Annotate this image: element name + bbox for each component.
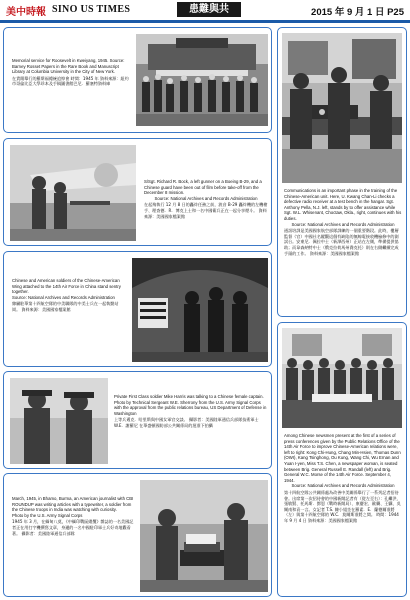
caption-en: Private First Class soldier Mike Harris was talking to a Chinese female captain. xyxy=(114,394,264,399)
caption-female-captain xyxy=(114,394,268,429)
caption-source: Source: National Archives and Records Administration xyxy=(291,483,395,489)
issue-date xyxy=(311,4,404,18)
story-memorial-service xyxy=(3,27,272,133)
story-press-conference xyxy=(277,322,407,597)
caption-cn: 上等兵邁克．哈里斯與中國女軍官交談。 攝影者：美國陸軍通信兵部隊技術軍士 W.E．謝羅尼 在華盛頓國防部公共關係局的批准下拍攝 xyxy=(114,417,259,428)
story-female-captain xyxy=(3,371,272,469)
caption-source: Source: National Archives and Records Administration xyxy=(12,294,115,300)
page-number: P25 xyxy=(387,7,404,18)
photo-communications xyxy=(282,33,402,183)
story-communications xyxy=(277,27,407,317)
caption-sentry xyxy=(12,278,126,313)
masthead-chinese: 美中時報 xyxy=(6,7,46,18)
caption-en: Communications is an important phase in the training of the Chinese-American unit. Here, U. Kwang Chan-Li checks a defective radio receiver at a test bench in the hangar. Sgt. Anthony Pella, N.J. left, stands by to offer assistance while Sgt. W.L. Whisenant, Choctaw, Okla., right, continues with his duties. xyxy=(284,188,402,221)
caption-source: Photo by Technical Sergeant W.E. Sherrony from the U.S. Army Signal Corps with the approval from the public relations bureau, US Department of Defense in Washington xyxy=(114,399,267,416)
photo-press-conference xyxy=(282,328,402,428)
caption-en: Memorial service for Roosevelt in Kweiyang, 1945. Source: Barney Rosset Papers in the Rare Book and Manuscript Library at Columbia University in the City of New York. xyxy=(12,58,125,75)
photo-female-captain xyxy=(10,378,108,464)
caption-cn: 在貴陽舉行的羅斯福總統追悼會 時間：1945 年 資料來源：紐約市哥倫比亞大學珍本及手稿圖書館巴尼．羅塞特資料庫 xyxy=(12,75,129,87)
date-text: 2015 年 9 月 1 日 xyxy=(311,7,385,18)
caption-source: Source: National Archives and Records Administration xyxy=(154,195,258,201)
caption-cn: 1945 年 3 月，在緬甸八莫，《中緬印戰區總攬》雜誌的一名美國記者正在用打字機撰寫文章，身邊的一名中國駐印軍士兵好奇地觀看著。 攝影者：美國陸軍通信兵部隊 xyxy=(12,519,134,536)
masthead-english: SINO US TIMES xyxy=(52,4,131,15)
photo-bhamo-journalist xyxy=(140,480,268,592)
photo-memorial-service xyxy=(136,34,268,126)
caption-press-conference xyxy=(284,433,402,524)
photo-b29-gunner xyxy=(10,145,136,241)
section-title: 患難與共 xyxy=(177,2,241,17)
caption-cn: 隸屬駐華第十四航空隊的中美聯隊的中美士兵在一起執勤站崗。 資料來源：美國國家檔案館 xyxy=(12,301,119,312)
story-sentry xyxy=(3,251,272,367)
caption-cn: 通訊培訓是美國國家航空部隊訓練的一個重要階段。此時，樓層監督（官）中國社名縱觀這個有缺陷的無線電接收機檢修中的測試台。安東尼．佩拉中士（新澤西州）正站在左側，準備提供協助；而韋森納特中士（俄克拉荷馬州喬克托）則在右側繼續完成手頭的工作。 資料來源：美國國家檔案館 xyxy=(284,228,399,256)
story-bhamo-journalist xyxy=(3,473,272,597)
caption-memorial-service xyxy=(12,58,132,87)
page-header xyxy=(0,0,410,20)
caption-en: Chinese and American soldiers of the Chinese-American Wing attached to the 14th Air Force in China stand sentry together. xyxy=(12,278,121,295)
caption-bhamo-journalist xyxy=(12,496,134,536)
caption-cn: 在起飛執行 12 月 8 日的轟炸任務之前，波音 B-29 轟炸機的左機槍手、理查德．R．博克上士和一名中國衛兵正在一起分享煙斗。 資料來源：美國國家檔案館 xyxy=(144,202,268,219)
caption-cn: 第十四航空隊公共關係處為改善中美關係舉行了一系列記者招待會。出席第一次招待會的中國新聞記者有（從左至右）：孔繼洪、張敏賢、托馬斯．鄧恩（戰時新聞局）、康慶宏、歐龔、王驥、吳爾南和袁一言。女記者 T.S. 陳小姐坐在羅素．E．蘭德爾准將（左）與第十四航空隊的 W.C．莫爾斯准將之間。 時間：1944 年 9 月 4 日 資料來源：美國國家檔案館 xyxy=(284,489,401,523)
caption-source: Photo by the U.S. Army Signal Corps xyxy=(12,512,83,518)
photo-sentry xyxy=(132,258,268,362)
story-b29-gunner xyxy=(3,138,272,246)
caption-source: Source: National Archives and Records Administration xyxy=(291,221,395,227)
caption-communications xyxy=(284,188,402,256)
caption-en: S/Sgt. Richard R. Bock, a left gunner on a Boeing B-29, and a Chinese guard have been out of film before take-off from the December 8 mission. xyxy=(144,179,262,196)
caption-en: Among Chinese newsmen present at the first of a series of press conferences given by the Public Relations Office of the 14th Air Force to improve Chinese-American relations were, left to right: Kong Chi-Hung, Chang Min-Hsien, Thomas Dunn (OWI), Kang Tsinghong, Ou Kung, Wang Chi, Wu Ernan and Yuan I-yen, Miss T.S. Chen, a newspaper woman, is seated between Brig. General Russell E. Randall (left) and Brig. General W.C. Morse of the 14th Air Force. September 4, 1944. xyxy=(284,433,401,483)
caption-en: March, 1945, in Bhamo, Burma, an American journalist with CBI ROUNDUP was writing articles with a typewriter, a soldier from the Chinese troops in India was watching with curiosity. xyxy=(12,496,134,513)
header-rule xyxy=(0,20,410,23)
caption-b29-gunner xyxy=(144,179,268,219)
